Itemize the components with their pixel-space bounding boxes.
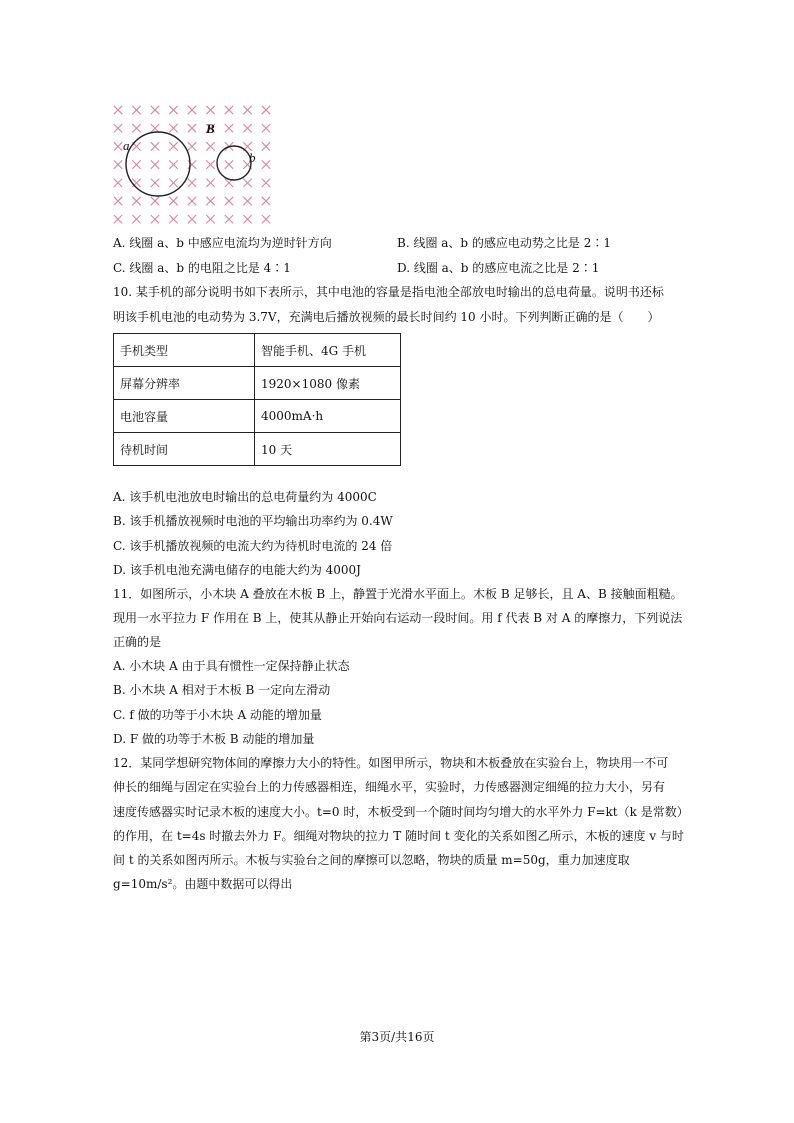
- field-cross-mark: [132, 124, 140, 132]
- field-cross-mark: [151, 179, 159, 187]
- field-cross-mark: [206, 197, 214, 205]
- table-row: [114, 433, 401, 466]
- field-cross-mark: [262, 106, 270, 114]
- field-cross-mark: [114, 106, 122, 114]
- q10-stem-line-1: 10. 某手机的部分说明书如下表所示，其中电池的容量是指电池全部放电时输出的总电荷量。说明书还标: [113, 285, 664, 299]
- table-cell-value: 4000mA·h: [255, 400, 401, 433]
- q12-line-2: 伸长的细绳与固定在实验台上的力传感器相连，细绳水平，实验时，力传感器测定细绳的拉力大小，另有: [113, 780, 666, 794]
- field-cross-mark: [114, 142, 122, 150]
- field-cross-mark: [132, 179, 140, 187]
- magnetic-field-diagram: [112, 102, 272, 230]
- field-cross-marks: [114, 106, 270, 224]
- q10-option-b: B. 该手机播放视频时电池的平均输出功率约为 0.4W: [113, 514, 393, 528]
- q9-option-c: C. 线圈 a、b 的电阻之比是 4∶1: [113, 261, 291, 275]
- field-cross-mark: [225, 160, 233, 168]
- q10-option-c: C. 该手机播放视频的电流大约为待机时电流的 24 倍: [113, 539, 393, 553]
- q9-option-b: B. 线圈 a、b 的感应电动势之比是 2∶1: [397, 236, 611, 250]
- field-cross-mark: [225, 124, 233, 132]
- field-cross-mark: [206, 179, 214, 187]
- field-cross-mark: [151, 160, 159, 168]
- field-cross-mark: [114, 197, 122, 205]
- field-cross-mark: [169, 197, 177, 205]
- field-cross-mark: [151, 106, 159, 114]
- q9-option-a: A. 线圈 a、b 中感应电流均为逆时针方向: [113, 236, 332, 250]
- field-cross-mark: [151, 215, 159, 223]
- field-cross-mark: [151, 124, 159, 132]
- field-cross-mark: [132, 197, 140, 205]
- field-cross-mark: [262, 197, 270, 205]
- q12-line-1: 12．某同学想研究物体间的摩擦力大小的特性。如图甲所示，物块和木板叠放在实验台上，物块用一不可: [113, 756, 669, 770]
- field-cross-mark: [151, 197, 159, 205]
- field-cross-mark: [243, 124, 251, 132]
- field-cross-mark: [243, 179, 251, 187]
- field-cross-mark: [262, 142, 270, 150]
- q11-stem-line-2: 现用一水平拉力 F 作用在 B 上，使其从静止开始向右运动一段时间。用 f 代表 B 对 A 的摩擦力，下列说法: [113, 611, 683, 625]
- field-cross-mark: [206, 106, 214, 114]
- field-cross-mark: [225, 215, 233, 223]
- field-label-b: B: [206, 121, 215, 136]
- field-cross-mark: [188, 106, 196, 114]
- page-footer: 第3页/共16页: [359, 1030, 435, 1044]
- q11-option-b: B. 小木块 A 相对于木板 B 一定向左滑动: [113, 683, 331, 697]
- q11-stem-line-1: 11．如图所示，小木块 A 叠放在木板 B 上，静置于光滑水平面上。木板 B 足够长，且 A、B 接触面粗糙。: [113, 587, 683, 601]
- q12-line-3: 速度传感器实时记录木板的速度大小。t=0 时，木板受到一个随时间均匀增大的水平外力 F=kt（k 是常数）: [113, 805, 689, 819]
- table-cell-key: 屏幕分辨率: [114, 367, 255, 400]
- q10-option-d: D. 该手机电池充满电储存的电能大约为 4000J: [113, 563, 361, 577]
- field-cross-mark: [243, 215, 251, 223]
- coil-b-label: b: [249, 150, 256, 165]
- q12-line-4: 的作用，在 t=4s 时撤去外力 F。细绳对物块的拉力 T 随时间 t 变化的关系如图乙所示，木板的速度 v 与时: [113, 829, 684, 843]
- field-cross-mark: [169, 106, 177, 114]
- field-cross-mark: [243, 106, 251, 114]
- field-cross-mark: [225, 197, 233, 205]
- q10-option-a: A. 该手机电池放电时输出的总电荷量约为 4000C: [113, 490, 377, 504]
- q12-line-5: 间 t 的关系如图丙所示。木板与实验台之间的摩擦可以忽略，物块的质量 m=50g，重力加速度取: [113, 853, 630, 867]
- field-cross-mark: [114, 215, 122, 223]
- q12-line-6: g=10m/s²。由题中数据可以得出: [113, 877, 293, 891]
- field-cross-mark: [114, 179, 122, 187]
- table-cell-value: 1920×1080 像素: [255, 367, 401, 400]
- field-cross-mark: [151, 142, 159, 150]
- field-cross-mark: [206, 160, 214, 168]
- table-row: [114, 400, 401, 433]
- magnetic-field-figure: [112, 102, 272, 230]
- field-cross-mark: [169, 179, 177, 187]
- field-cross-mark: [169, 215, 177, 223]
- table-row: [114, 334, 401, 367]
- field-cross-mark: [188, 142, 196, 150]
- coil-a-label: a: [123, 138, 130, 153]
- field-cross-mark: [262, 160, 270, 168]
- q11-option-a: A. 小木块 A 由于具有惯性一定保持静止状态: [113, 659, 350, 673]
- field-cross-mark: [225, 106, 233, 114]
- field-cross-mark: [206, 142, 214, 150]
- table-cell-key: 待机时间: [114, 433, 255, 466]
- field-cross-mark: [169, 160, 177, 168]
- field-cross-mark: [188, 160, 196, 168]
- field-cross-mark: [262, 179, 270, 187]
- field-cross-mark: [114, 160, 122, 168]
- field-cross-mark: [132, 106, 140, 114]
- field-cross-mark: [169, 124, 177, 132]
- q10-stem-line-2: 明该手机电池的电动势为 3.7V，充满电后播放视频的最长时间约 10 小时。下列判断正确的是（ ）: [113, 310, 660, 324]
- field-cross-mark: [169, 142, 177, 150]
- table-cell-key: 电池容量: [114, 400, 255, 433]
- table-cell-value: 10 天: [255, 433, 401, 466]
- phone-spec-table: [113, 333, 401, 466]
- table-cell-key: 手机类型: [114, 334, 255, 367]
- field-cross-mark: [262, 124, 270, 132]
- field-cross-mark: [188, 124, 196, 132]
- table-row: [114, 367, 401, 400]
- q11-option-c: C. f 做的功等于小木块 A 动能的增加量: [113, 708, 322, 722]
- q11-option-d: D. F 做的功等于木板 B 动能的增加量: [113, 732, 315, 746]
- field-cross-mark: [188, 179, 196, 187]
- q9-option-d: D. 线圈 a、b 的感应电流之比是 2∶1: [397, 261, 600, 275]
- field-cross-mark: [132, 160, 140, 168]
- field-cross-mark: [188, 197, 196, 205]
- field-cross-mark: [188, 215, 196, 223]
- field-cross-mark: [132, 215, 140, 223]
- field-cross-mark: [243, 197, 251, 205]
- field-cross-mark: [114, 124, 122, 132]
- q11-stem-line-3: 正确的是: [113, 635, 162, 649]
- field-cross-mark: [206, 215, 214, 223]
- table-cell-value: 智能手机、4G 手机: [255, 334, 401, 367]
- field-cross-mark: [262, 215, 270, 223]
